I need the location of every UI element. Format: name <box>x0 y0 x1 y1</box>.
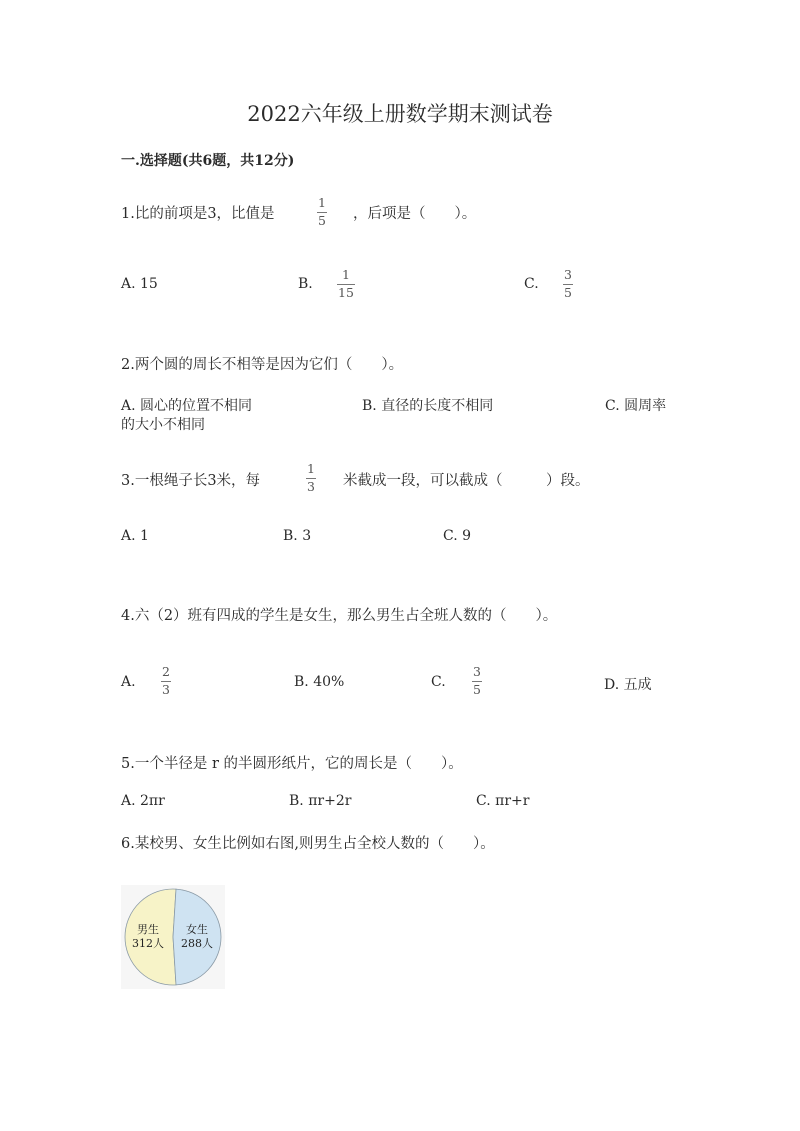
question-3-fraction: 1 3 <box>307 461 315 494</box>
pie-label-girls-count: 288人 <box>181 937 213 950</box>
pie-label-boys-name: 男生 <box>137 923 159 936</box>
question-1-option-a[interactable]: A. 15 <box>121 276 158 292</box>
question-3-option-c[interactable]: C. 9 <box>443 528 472 544</box>
question-6-text: 6.某校男、女生比例如右图,则男生占全校人数的（ ）。 <box>121 836 495 852</box>
question-3-option-a[interactable]: A. 1 <box>121 528 149 544</box>
question-4-option-a-fraction: 2 3 <box>162 664 170 697</box>
question-1-option-c-fraction: 3 5 <box>564 267 572 300</box>
question-5-text: 5.一个半径是 r 的半圆形纸片，它的周长是（ ）。 <box>121 756 463 772</box>
question-3-text-end: 米截成一段，可以截成（ ）段。 <box>343 473 590 489</box>
question-2-option-b[interactable]: B. 直径的长度不相同 <box>362 398 494 414</box>
question-4-text: 4.六（2）班有四成的学生是女生，那么男生占全班人数的（ ）。 <box>121 608 558 624</box>
question-4-option-c-fraction: 3 5 <box>473 664 481 697</box>
gender-ratio-pie-chart <box>121 885 225 989</box>
question-1-option-b-fraction: 1 15 <box>338 267 354 300</box>
question-5-option-c[interactable]: C. πr+r <box>476 793 530 809</box>
question-4-option-c-label[interactable]: C. <box>431 674 446 690</box>
question-2-text: 2.两个圆的周长不相等是因为它们（ ）。 <box>121 357 404 373</box>
question-5-option-a[interactable]: A. 2πr <box>121 793 165 809</box>
question-2-option-a[interactable]: A. 圆心的位置不相同 <box>121 398 253 414</box>
question-3-option-b[interactable]: B. 3 <box>283 528 312 544</box>
question-1-fraction: 1 5 <box>318 195 326 228</box>
question-4-option-d[interactable]: D. 五成 <box>604 677 652 693</box>
question-3-text: 3.一根绳子长3米，每 <box>121 473 261 489</box>
question-2-option-c-continued: 的大小不相同 <box>121 417 205 433</box>
section-header: 一.选择题(共6题，共12分) <box>121 153 295 169</box>
pie-label-boys-count: 312人 <box>132 937 164 950</box>
question-1-text: 1.比的前项是3，比值是 <box>121 206 275 222</box>
question-5-option-b[interactable]: B. πr+2r <box>289 793 352 809</box>
question-4-option-b[interactable]: B. 40% <box>294 674 345 690</box>
page-title: 2022六年级上册数学期末测试卷 <box>247 102 553 126</box>
question-1-option-b-label[interactable]: B. <box>298 276 313 292</box>
question-4-option-a-label[interactable]: A. <box>121 674 136 690</box>
question-1-option-c-label[interactable]: C. <box>524 276 539 292</box>
question-1-text-end: ，后项是（ ）。 <box>353 206 477 222</box>
pie-label-girls-name: 女生 <box>186 923 208 936</box>
question-2-option-c[interactable]: C. 圆周率 <box>605 398 667 414</box>
